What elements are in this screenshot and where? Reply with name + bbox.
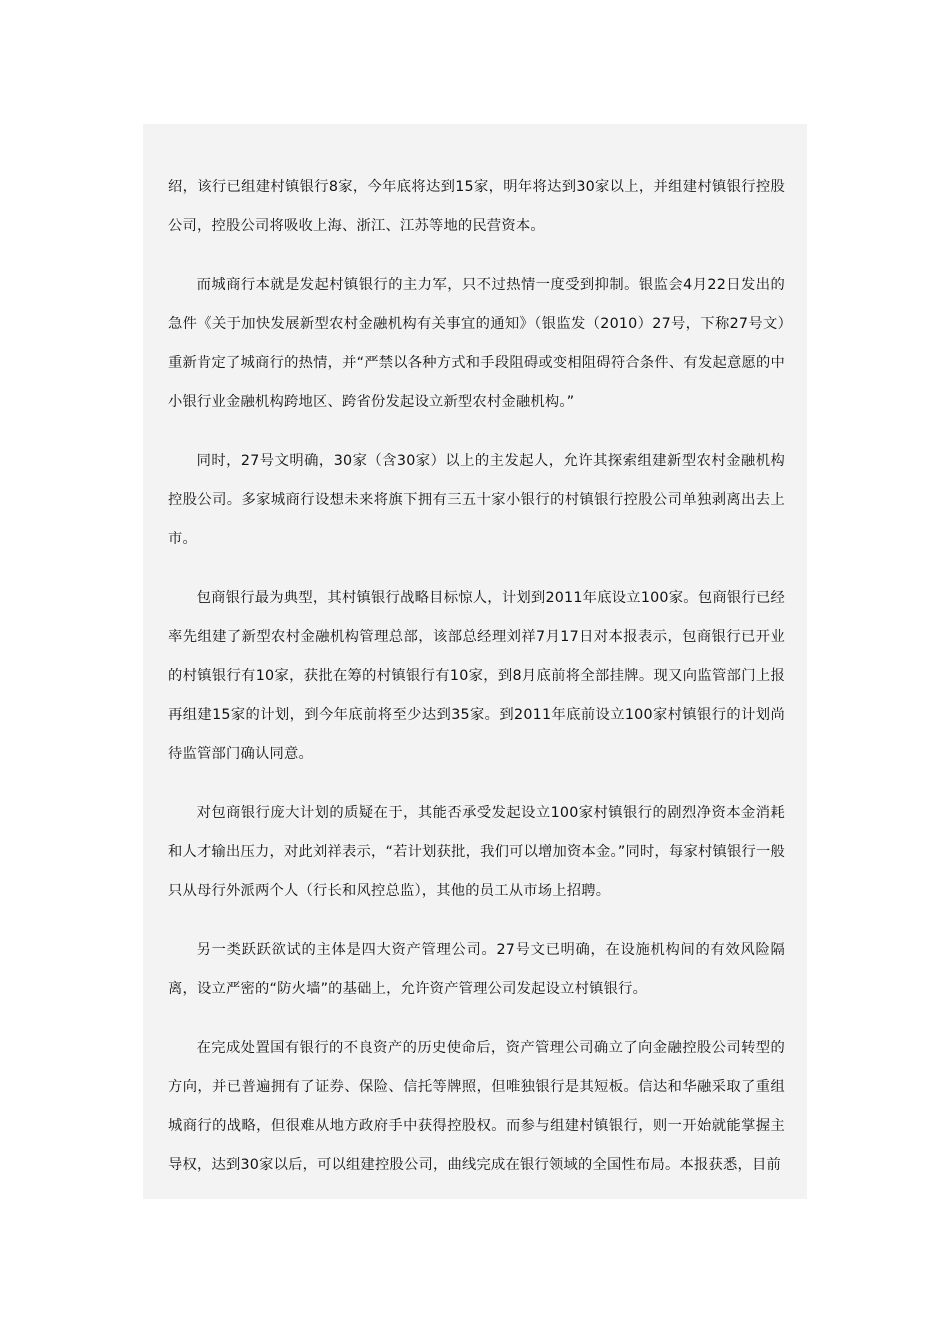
paragraph-gap (168, 774, 785, 794)
article-paragraph-2: 而城商行本就是发起村镇银行的主力军，只不过热情一度受到抑制。银监会4月22日发出的急件《关于加快发展新型农村金融机构有关事宜的通知》（银监发（2010）27号，下称27号文）重新肯定了城商行的热情，并“严禁以各种方式和手段阻碍或变相阻碍符合条件、有发起意愿的中小银行业金融机构跨地区、跨省份发起设立新型农村金融机构。” (168, 277, 785, 410)
article-paragraph-4: 包商银行最为典型，其村镇银行战略目标惊人，计划到2011年底设立100家。包商银行已经率先组建了新型农村金融机构管理总部，该部总经理刘祥7月17日对本报表示，包商银行已开业的村镇银行有10家，获批在筹的村镇银行有10家，到8月底前将全部挂牌。现又向监管部门上报再组建15家的计划，到今年底前将至少达到35家。到2011年底前设立100家村镇银行的计划尚待监管部门确认同意。 (168, 590, 785, 762)
paragraph-gap (168, 559, 785, 579)
paragraph-gap (168, 911, 785, 931)
paragraph-gap (168, 1009, 785, 1029)
paragraph-gap (168, 246, 785, 266)
paragraph-gap (168, 422, 785, 442)
article-paragraph-5: 对包商银行庞大计划的质疑在于，其能否承受发起设立100家村镇银行的剧烈净资本金消耗和人才输出压力，对此刘祥表示，“若计划获批，我们可以增加资本金。”同时，每家村镇银行一般只从母行外派两个人（行长和风控总监），其他的员工从市场上招聘。 (168, 805, 785, 899)
article-paragraph-6: 另一类跃跃欲试的主体是四大资产管理公司。27号文已明确，在设施机构间的有效风险隔离，设立严密的“防火墙”的基础上，允许资产管理公司发起设立村镇银行。 (168, 942, 785, 997)
article-paragraph-1: 绍，该行已组建村镇银行8家，今年底将达到15家，明年将达到30家以上，并组建村镇银行控股公司，控股公司将吸收上海、浙江、江苏等地的民营资本。 (168, 179, 785, 234)
article-body (143, 124, 807, 1199)
article-paragraph-3: 同时，27号文明确，30家（含30家）以上的主发起人，允许其探索组建新型农村金融机构控股公司。多家城商行设想未来将旗下拥有三五十家小银行的村镇银行控股公司单独剥离出去上市。 (168, 453, 785, 547)
article-paragraph-7: 在完成处置国有银行的不良资产的历史使命后，资产管理公司确立了向金融控股公司转型的方向，并已普遍拥有了证券、保险、信托等牌照，但唯独银行是其短板。信达和华融采取了重组城商行的战略，但很难从地方政府手中获得控股权。而参与组建村镇银行，则一开始就能掌握主导权，达到30家以后，可以组建控股公司，曲线完成在银行领域的全国性布局。本报获悉，目前 (168, 1040, 785, 1173)
